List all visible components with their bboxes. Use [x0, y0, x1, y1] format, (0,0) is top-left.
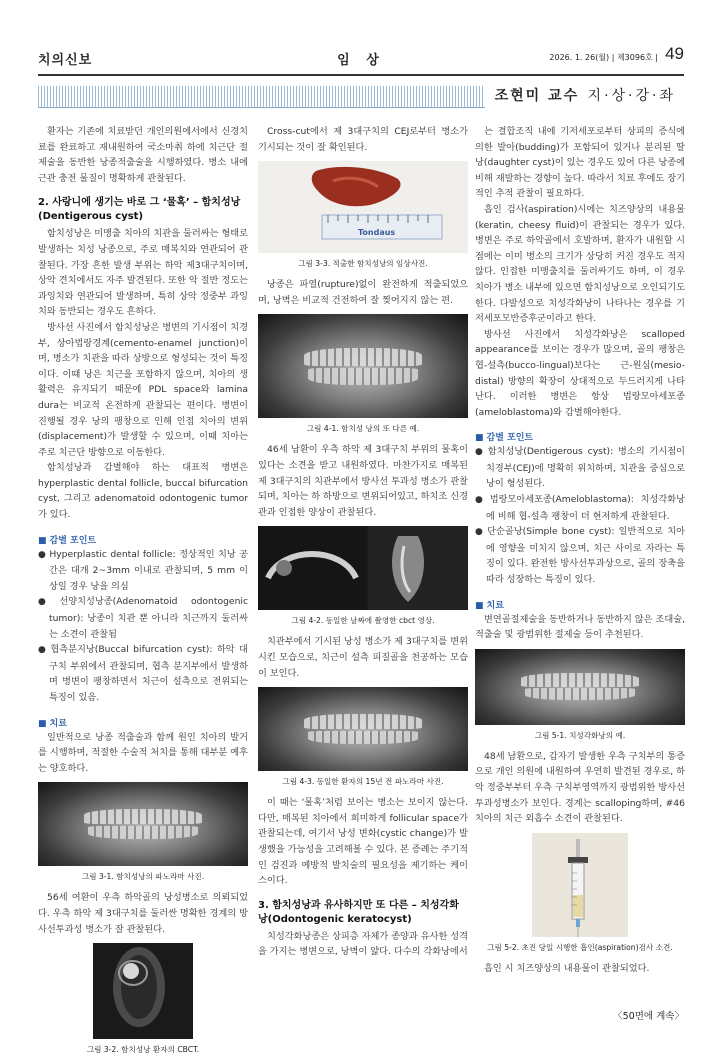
panoramic-xray-image [258, 687, 468, 771]
paragraph: Cross-cut에서 제 3대구치의 CEJ로부터 병소가 기시되는 것이 잘 확인된다. [258, 126, 468, 153]
cbct-image [93, 943, 193, 1039]
diff-point-title: ■ 감별 포인트 [38, 533, 248, 546]
figure-caption: 그림 5-1. 치성각화낭의 예. [534, 730, 626, 740]
figure-4-3 [258, 687, 468, 787]
figure-5-1 [475, 649, 685, 741]
column-3 [475, 124, 685, 976]
diff-point-title: ■ 감별 포인트 [475, 430, 685, 443]
paragraph: 일반적으로 낭종 적출술과 함께 원인 치아의 발거를 시행하며, 적절한 수술적 처치를 통해 대부분 예후는 양호하다. [38, 731, 248, 774]
paragraph: 환자는 기존에 치료받던 개인의원에서에서 신경치료를 완료하고 재내원하여 국소마취 하에 치근단 절제술을 동반한 낭종적출술을 시행하였다. 병소 내에 근관 충전 물질이 명확하게 관찰된다. [38, 126, 248, 184]
list-item: ● 선양치성낭종(Adenomatoid odontogenic tumor): 낭종이 치관 뿐 아니라 치근까지 둘러싸는 소견이 관찰됨 [38, 594, 248, 642]
figure-caption: 그림 3-1. 함치성낭의 파노라마 사진. [81, 872, 205, 882]
paragraph: 48세 남환으로, 갑자기 발생한 우측 구치부의 통증으로 개인 의원에 내원하여 우연히 발견된 경우로, 하악 정중부부터 우측 구치부영역까지 광범위한 방사선 투과성병소가 보인다. 경계는 scalloping하며, #46 치아의 치근 외흡수 소견이 관찰된다. [475, 750, 685, 825]
figure-5-2 [475, 833, 685, 953]
diff-point-list [475, 444, 685, 587]
masthead [38, 44, 684, 72]
figure-caption: 그림 4-3. 동일한 환자의 15년 전 파노라마 사진. [282, 777, 444, 787]
series-title: 지·상·강·좌 [587, 88, 676, 104]
paragraph: 흡인 시 치즈양상의 내용물이 관찰되었다. [484, 962, 650, 974]
section-heading: 3. 함치성낭과 유사하지만 또 다른 – 치성각화낭(Odontogenic keratocyst) [258, 899, 459, 925]
paragraph: 함치성낭과 감별해야 하는 대표적 병변은 hyperplastic dental follicle, buccal bifurcation cyst, 그리고 adenomatoid odontogenic tumor가 있다. [38, 462, 248, 521]
cbct-image [258, 526, 468, 610]
section-name: 임 상 [337, 53, 385, 68]
paragraph: 46세 남환이 우측 하악 제 3대구치 부위의 물혹이 있다는 소견을 받고 내원하였다. 마찬가지로 매복된 제 3대구치의 치관부에서 방사선 투과성 병소가 관찰되며, 치아는 하 하방으로 변위되어있고, 하치조 신경관과 인접한 양상이 관찰된다. [258, 444, 468, 518]
specimen-photo [258, 161, 468, 253]
list-item: ● Hyperplastic dental follicle: 정상적인 치낭 공간은 대개 2~3mm 이내로 관찰되며, 5 mm 이상일 경우 낭을 의심 [38, 547, 248, 595]
diff-point-list [38, 547, 248, 706]
paragraph: 이 때는 ‘물혹’처럼 보이는 병소는 보이지 않는다. 다만, 매복된 치아에서 희미하게 follicular space가 관찰되는데, 여기서 낭성 변화(cystic change)가 발생했을 가능성을 고려해볼 수 있다. 본 증례는 주기적인 검진과 예방적 발치술의 필요성을 제기하는 케이스이다. [258, 797, 468, 887]
figure-caption: 그림 4-2. 동일한 날짜에 촬영한 cbct 영상. [291, 616, 435, 626]
series-author: 조현미 교수 [494, 88, 580, 104]
paragraph: 치관부에서 기시된 낭성 병소가 제 3대구치를 변위시킨 모습으로, 치근이 설측 피질골을 천공하는 모습이 보인다. [258, 636, 468, 679]
header-rule [38, 74, 684, 76]
continued-note: 〈50면에 계속〉 [613, 1011, 684, 1022]
figure-caption: 그림 4-1. 함치성 낭의 또 다른 예. [306, 424, 420, 434]
treatment-title: ■ 치료 [475, 598, 685, 611]
column-2 [258, 124, 468, 960]
issue-info: 2026. 1. 26(월) | 제3096호 | [549, 53, 658, 62]
list-item: ● 법랑모아세포종(Ameloblastoma): 치성각화낭에 비해 협-설측 팽창이 더 현저하게 관찰된다. [475, 492, 685, 524]
figure-caption: 그림 5-2. 초진 당일 시행한 흡인(aspiration)검사 소견. [487, 942, 673, 952]
column-1 [38, 124, 248, 1063]
paragraph: 방사선 사진에서 함치성낭은 병변의 기시점이 치경부, 상아법랑경계(cemento-enamel junction)이며, 병소가 치관을 따라 상방으로 형성되는 것이 특징이다. 이때 낭은 치근을 포함하지 않으며, 치아의 생활력은 유지되기 때문에 PDL space와 lamina dura는 비교적 온전하게 관찰되는 편이다. 병변이 진행될 경우 낭의 팽창으로 인해 인접 치아의 변위(displacement)가 발생할 수 있으며, 이때 치아는 주로 치근단 방향으로 이동한다. [38, 321, 248, 458]
panoramic-xray-image [258, 314, 468, 418]
paragraph: 함치성낭은 미맹출 치아의 치관을 둘러싸는 형태로 발생하는 치성 낭종으로, 주로 매복치와 연관되어 관찰된다. 가장 흔한 발생 부위는 하악 제3대구치이며, 상악 견치에서도 자주 발견된다. 또한 악 절반 정도는 과잉치와 연관되어 발생하며, 특히 상악 정중부 과잉치와 동반되는 경우도 흔하다. [38, 228, 248, 318]
list-item: ● 함치성낭(Dentigerous cyst): 병소의 기시점이 치경부(CEJ)에 명확히 위치하며, 치관을 중심으로 낭이 형성된다. [475, 444, 685, 492]
paragraph: 낭종은 파열(rupture)없이 완전하게 적출되었으며, 낭벽은 비교적 건전하여 잘 찢어지지 않는 편. [258, 279, 468, 306]
paragraph: 방사선 사진에서 치성각화낭은 scalloped appearance를 보이는 경우가 많으며, 골의 팽창은 협-설측(bucco-lingual)보다는 근-원심(mesio-distal) 방향의 확장이 상대적으로 두드러지게 나타난다. 이러한 병변은 항상 법랑모아세포종(ameloblastoma)와 감별해야한다. [475, 328, 685, 418]
page-number: 49 [665, 44, 684, 63]
list-item: ● 단순골낭(Simple bone cyst): 일반적으로 치아에 영향을 미치지 않으며, 치근 사이로 자라는 특징이 있다. 완전한 방사선투과상으로, 골의 장축을 따라 성장하는 특징이 있다. [475, 524, 685, 587]
panoramic-xray-image [38, 782, 248, 866]
paragraph: 변연골절제술을 동반하거나 동반하지 않은 조대술, 적출술 및 광범위한 절제술 등이 추천된다. [475, 613, 685, 641]
figure-4-2 [258, 526, 468, 626]
treatment-title: ■ 치료 [38, 716, 248, 729]
figure-3-3 [258, 161, 468, 269]
figure-3-2 [38, 943, 248, 1055]
list-item: ● 협측분지낭(Buccal bifurcation cyst): 하악 대구치 부위에서 관찰되며, 협측 분지부에서 발생하며 병변이 팽창하면서 치근이 설측으로 전위되는 특징이 있음. [38, 642, 248, 705]
panoramic-xray-image [475, 649, 685, 725]
aspiration-syringe-photo [532, 833, 628, 937]
figure-3-1 [38, 782, 248, 882]
series-banner [38, 86, 684, 108]
figure-caption: 그림 3-3. 적출한 함치성낭의 임상사진. [298, 259, 428, 269]
section-heading: 2. 사랑니에 생기는 바로 그 ‘물혹’ – 함치성낭(Dentigerous cyst) [38, 197, 241, 223]
figure-caption: 그림 3-2. 함치성낭 환자의 CBCT. [86, 1045, 200, 1055]
ruler-brand: Tondaus [358, 228, 396, 238]
series-title-box [485, 84, 684, 108]
paragraph: 치성각화낭종은 상피층 자체가 종양과 유사한 성격을 가지는 병변으로, 낭벽이 얇다. 다수의 각화낭에서 [258, 930, 468, 958]
paragraph: 56세 여환이 우측 하악골의 낭성병소로 의뢰되었다. 우측 하악 제 3대구치를 둘러싼 명확한 경계의 방사선투과성 병소가 잘 관찰된다. [38, 892, 248, 935]
paragraph: 는 결합조직 내에 기저세포로부터 상피의 증식에 의한 발아(budding)가 포함되어 있거나 분리된 딸낭(daughter cyst)이 있는 경우도 있어 다른 낭종에 비해 재발하는 경향이 높다. 따라서 치료 후에도 장기적인 추적 관찰이 필요하다. [475, 126, 685, 200]
publication-name: 치의신보 [38, 53, 93, 68]
paragraph: 흡인 검사(aspiration)시에는 치즈양상의 내용물(keratin, cheesy fluid)이 관찰되는 경우가 있다. 병변은 주로 하악골에서 호발하며, 환자가 내원할 시점에는 이미 병소의 크기가 상당히 커진 경우도 적지 않다. 인접한 미맹출치를 둘러싸기도 하며, 이 경우 치아가 병소 내부에 있으면 함치성낭으로 오인되기도 한다. 다발성으로 치성각화낭이 나타나는 경우를 기저세포모반증후군이라고 한다. [475, 203, 685, 325]
figure-4-1 [258, 314, 468, 434]
